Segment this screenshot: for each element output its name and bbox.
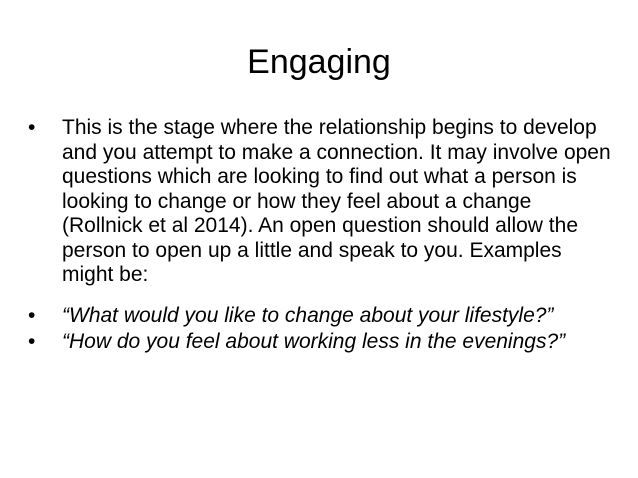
bullet-text: This is the stage where the relationship begins to develop and you attempt to make a connection. It may involve open questions which are looking to find out what a person is looking to change or how they feel about a change (Rollnick et al 2014). An open question should allow the person to open up a little and speak to you. Examples might be: [62,116,611,286]
example-question-text: “What would you like to change about your lifestyle?” [62,303,554,327]
bullet-item [26,330,616,355]
bullet-list [26,116,616,355]
bullet-item [26,304,616,329]
bullet-dot-icon: • [28,330,36,353]
bullet-item [26,116,616,288]
slide-title: Engaging [247,43,391,81]
bullet-dot-icon: • [28,116,36,139]
bullet-dot-icon: • [28,303,36,327]
example-question-text: “How do you feel about working less in the evenings?” [62,330,566,353]
